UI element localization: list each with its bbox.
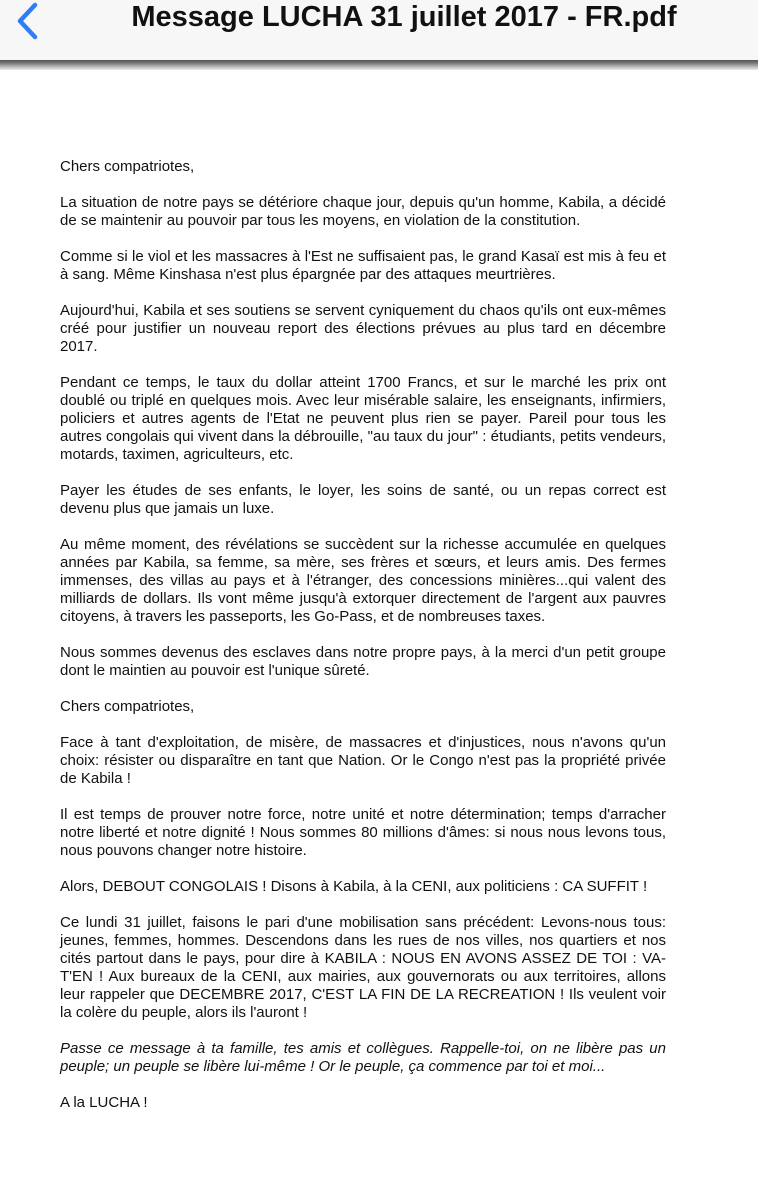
- paragraph: Chers compatriotes,: [60, 158, 195, 175]
- back-button[interactable]: [8, 0, 48, 42]
- chevron-left-icon: [15, 2, 41, 40]
- signature-line: A la LUCHA !: [60, 1094, 148, 1111]
- paragraph: Comme si le viol et les massacres à l'Est ne suffisaient pas, le grand Kasaï est mis à feu et à sang. Même Kinshasa n'est plus épargnée par des attaques meurtrières.: [60, 248, 666, 283]
- toolbar: [0, 0, 758, 60]
- paragraph: Alors, DEBOUT CONGOLAIS ! Disons à Kabila, à la CENI, aux politiciens : CA SUFFIT !: [60, 878, 648, 895]
- paragraph: Face à tant d'exploitation, de misère, de massacres et d'injustices, nous n'avons qu'un choix: résister ou disparaître en tant que Nation. Or le Congo n'est pas la propriété privée de Kabila !: [60, 734, 666, 787]
- paragraph: Aujourd'hui, Kabila et ses soutiens se servent cyniquement du chaos qu'ils ont eux-mêmes créé pour justifier un nouveau report des élections prévues au plus tard en décembre 2017.: [60, 302, 666, 355]
- paragraph: Chers compatriotes,: [60, 698, 195, 715]
- document-title: Message LUCHA 31 juillet 2017 - FR.pdf: [131, 1, 677, 33]
- paragraph: Ce lundi 31 juillet, faisons le pari d'une mobilisation sans précédent: Levons-nous tous: jeunes, femmes, hommes. Descendons dans les rues de nos villes, nos quartiers et nos cités partout dans le pays, pour dire à KABILA : NOUS EN AVONS ASSEZ DE TOI : VA-T'EN ! Aux bureaux de la CENI, aux mairies, aux gouvernorats ou aux territoires, allons leur rappeler que DECEMBRE 2017, C'EST LA FIN DE LA RECREATION ! Ils veulent voir la colère du peuple, alors ils l'auront !: [60, 914, 666, 1021]
- paragraph: Nous sommes devenus des esclaves dans notre propre pays, à la merci d'un petit groupe dont le maintien au pouvoir est l'unique sûreté.: [60, 644, 666, 679]
- paragraph: Au même moment, des révélations se succèdent sur la richesse accumulée en quelques années par Kabila, sa femme, sa mère, ses frères et sœurs, et leurs amis. Des fermes immenses, des villas au pays et à l'étranger, des concessions minières...qui valent des milliards de dollars. Ils vont même jusqu'à extorquer directement de l'argent aux pauvres citoyens, à travers les passeports, les Go-Pass, et de nombreuses taxes.: [60, 536, 666, 625]
- paragraph: Il est temps de prouver notre force, notre unité et notre détermination; temps d'arracher notre liberté et notre dignité ! Nous sommes 80 millions d'âmes: si nous nous levons tous, nous pouvons changer notre histoire.: [60, 806, 666, 859]
- paragraph: La situation de notre pays se détériore chaque jour, depuis qu'un homme, Kabila, a décidé de se maintenir au pouvoir par tous les moyens, en violation de la constitution.: [60, 194, 666, 229]
- paragraph: Pendant ce temps, le taux du dollar atteint 1700 Francs, et sur le marché les prix ont doublé ou triplé en quelques mois. Avec leur misérable salaire, les enseignants, infirmiers, policiers et autres agents de l'Etat ne peuvent plus rien se payer. Pareil pour tous les autres congolais qui vivent dans la débrouille, "au taux du jour" : étudiants, petits vendeurs, motards, taximen, agriculteurs, etc.: [60, 374, 666, 463]
- closing-note: Passe ce message à ta famille, tes amis et collègues. Rappelle-toi, on ne libère pas un peuple; un peuple se libère lui-même ! Or le peuple, ça commence par toi et moi...: [60, 1040, 666, 1075]
- document-page: [60, 158, 666, 1130]
- toolbar-divider: [0, 60, 758, 70]
- paragraph: Payer les études de ses enfants, le loyer, les soins de santé, ou un repas correct est devenu plus que jamais un luxe.: [60, 482, 666, 517]
